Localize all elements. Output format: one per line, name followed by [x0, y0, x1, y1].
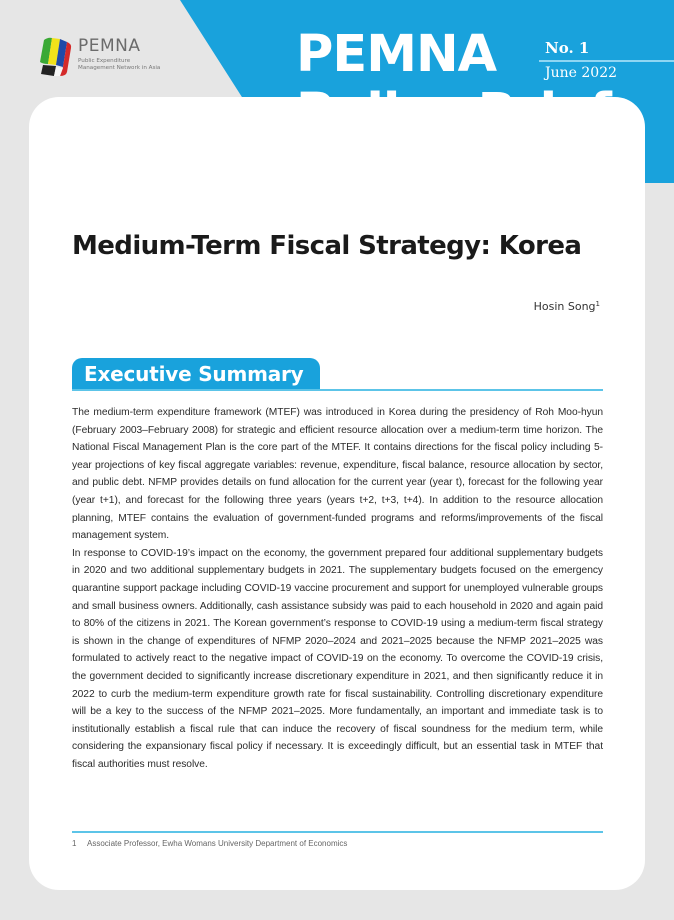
- footnote-text: Associate Professor, Ewha Womans University Department of Economics: [87, 839, 348, 848]
- footnote-number: 1: [72, 839, 77, 848]
- author-footnote-ref[interactable]: 1: [595, 300, 600, 308]
- logo-subtitle-line1: Public Expenditure: [78, 58, 131, 64]
- author-byline: [534, 300, 600, 314]
- author-name: Hosin Song: [533, 300, 596, 313]
- footnote-divider: [72, 831, 603, 833]
- summary-paragraph-1: The medium-term expenditure framework (MTEF) was introduced in Korea during the presidency of Roh Moo-hyun (February 2003–February 2008) for strategic and efficient resource allocation over a medium-term time horizon. The National Fiscal Management Plan is the core part of the MTEF. It contains directions for the fiscal policy including 5-year projections of key fiscal aggregate variables: revenue, expenditure, fiscal balance, resource allocation by sector, and public debt. NFMP provides details on fund allocation for the current year (year t), forecast for the following year (year t+1), and forecast for the following three years (years t+2, t+3, t+4). In addition to the resource allocation planning, MTEF contains the evaluation of government-funded programs and reforms/improvements of the fiscal management system.: [72, 407, 603, 542]
- pemna-logo: [38, 34, 168, 84]
- section-divider: [72, 389, 603, 391]
- issue-date: June 2022: [545, 64, 618, 81]
- logo-subtitle: [78, 58, 160, 72]
- pemna-logo-icon: [38, 34, 74, 80]
- issue-divider: [539, 60, 674, 62]
- issue-number: No. 1: [545, 39, 590, 57]
- issue-info: [545, 38, 674, 82]
- section-heading: Executive Summary: [84, 362, 304, 386]
- logo-subtitle-line2: Management Network in Asia: [78, 65, 161, 71]
- document-title: Medium-Term Fiscal Strategy: Korea: [72, 231, 582, 261]
- footnote: [72, 838, 347, 849]
- publication-title-line1: PEMNA: [296, 25, 497, 84]
- summary-paragraph-2: In response to COVID-19’s impact on the economy, the government prepared four additional supplementary budgets in 2020 and two additional supplementary budgets in 2021. The supplementary budgets focused on the emergency quarantine support package including COVID-19 vaccine procurement and support for unemployed vulnerable groups and small business owners. Additionally, cash assistance subsidy was paid to each household in 2020 and again paid to 80% of the citizens in 2021. The Korean government’s response to COVID-19 using a medium-term fiscal strategy is shown in the change of expenditures of NFMP 2020–2024 and 2021–2025 because the NFMP 2021–2025 was formulated to actively react to the negative impact of COVID-19 on the economy. To overcome the COVID-19 crisis, the government decided to significantly increase discretionary expenditure in 2021, and then significantly reduce it in 2022 to curb the medium-term expenditure growth rate for fiscal sustainability. Controlling discretionary expenditure will be a key to the success of the NFMP 2021–2025. More fundamentally, an important and immediate task is to institutionally establish a fiscal rule that can induce the recovery of fiscal soundness for the medium term, while considering the expansionary fiscal policy if necessary. It is exceedingly difficult, but an essential task in MTEF that fiscal authorities must resolve.: [72, 547, 603, 770]
- logo-wordmark: PEMNA: [78, 36, 141, 56]
- section-heading-tab: [72, 358, 320, 390]
- executive-summary-body: [72, 404, 603, 773]
